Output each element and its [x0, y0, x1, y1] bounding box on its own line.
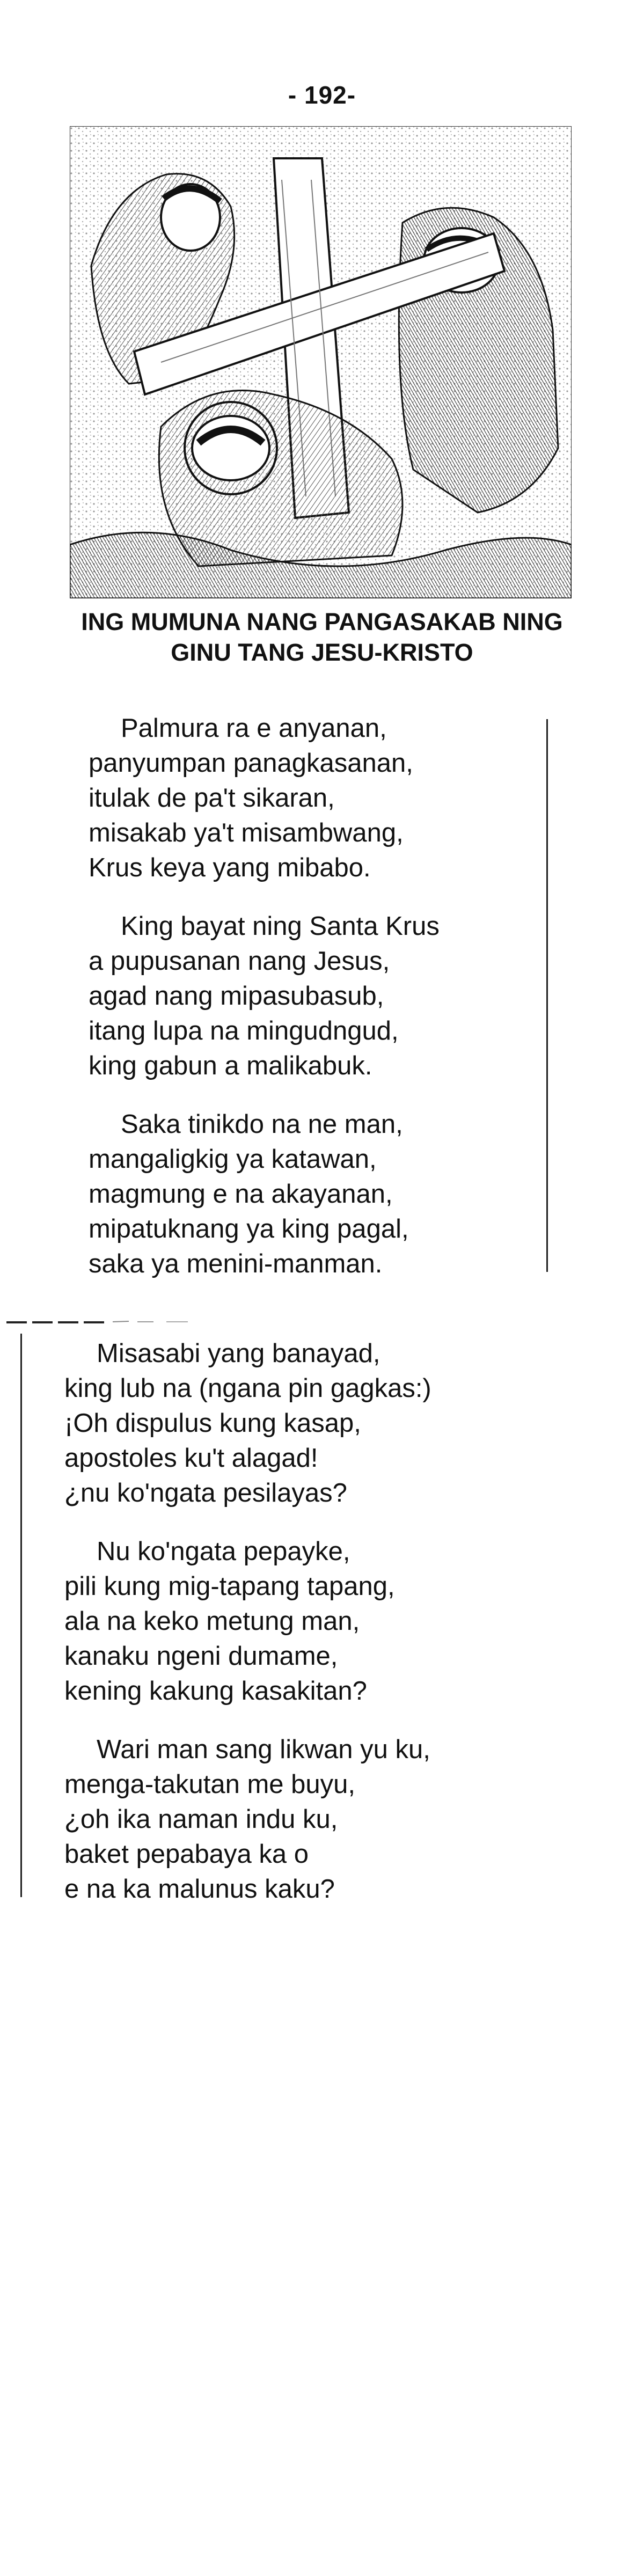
verse-line: a pupusanan nang Jesus, [89, 947, 390, 976]
verse-line: Wari man sang likwan yu ku, [97, 1735, 430, 1764]
page-number: - 192- [288, 81, 356, 109]
heading-line-1: ING MUMUNA NANG PANGASAKAB NING [81, 608, 563, 635]
column-rule-left [20, 1334, 22, 1897]
section-divider-dashes [5, 1318, 209, 1325]
verse-line: misakab ya't misambwang, [89, 818, 404, 847]
verse-line: Palmura ra e anyanan, [121, 714, 387, 743]
verse-line: king lub na (ngana pin gagkas:) [64, 1374, 431, 1403]
verse-line: magmung e na akayanan, [89, 1180, 393, 1209]
verse-line: king gabun a malikabuk. [89, 1051, 372, 1080]
verse-line: Saka tinikdo na ne man, [121, 1110, 403, 1139]
heading-line-2: GINU TANG JESU-KRISTO [171, 639, 473, 666]
jesus-carrying-cross-icon [70, 126, 572, 598]
verse-line: baket pepabaya ka o [64, 1840, 309, 1869]
stanza [64, 1534, 547, 1709]
verse-line: agad nang mipasubasub, [89, 982, 384, 1011]
verse-line: pili kung mig-tapang tapang, [64, 1572, 395, 1601]
verse-line: ¡Oh dispulus kung kasap, [64, 1409, 361, 1438]
verse-line: kening kakung kasakitan? [64, 1677, 367, 1706]
verse-line: ¿oh ika naman indu ku, [64, 1805, 338, 1834]
verse-line: King bayat ning Santa Krus [121, 912, 440, 941]
verse-line: itang lupa na mingudngud, [89, 1016, 399, 1045]
verse-column-2 [64, 1336, 547, 1930]
verse-line: ala na keko metung man, [64, 1607, 360, 1636]
verse-line: mipatuknang ya king pagal, [89, 1214, 409, 1243]
verse-line: panyumpan panagkasanan, [89, 749, 413, 778]
station-heading [21, 606, 623, 668]
jesus-carrying-cross-illustration [70, 126, 572, 598]
verse-line: kanaku ngeni dumame, [64, 1642, 338, 1671]
stanza [89, 711, 550, 885]
column-rule-right [546, 719, 548, 1272]
verse-line: itulak de pa't sikaran, [89, 784, 335, 813]
verse-line: e na ka malunus kaku? [64, 1875, 335, 1904]
verse-line: apostoles ku't alagad! [64, 1444, 318, 1473]
stanza [64, 1732, 547, 1907]
verse-line: saka ya menini-manman. [89, 1249, 383, 1278]
verse-line: menga-takutan me buyu, [64, 1770, 356, 1799]
verse-line: ¿nu ko'ngata pesilayas? [64, 1479, 347, 1507]
stanza [89, 909, 550, 1084]
verse-column-1 [89, 711, 550, 1305]
verse-line: mangaligkig ya katawan, [89, 1145, 377, 1174]
verse-line: Misasabi yang banayad, [97, 1339, 380, 1368]
verse-line: Krus keya yang mibabo. [89, 853, 371, 882]
verse-line: Nu ko'ngata pepayke, [97, 1537, 350, 1566]
stanza [89, 1107, 550, 1282]
stanza [64, 1336, 547, 1511]
